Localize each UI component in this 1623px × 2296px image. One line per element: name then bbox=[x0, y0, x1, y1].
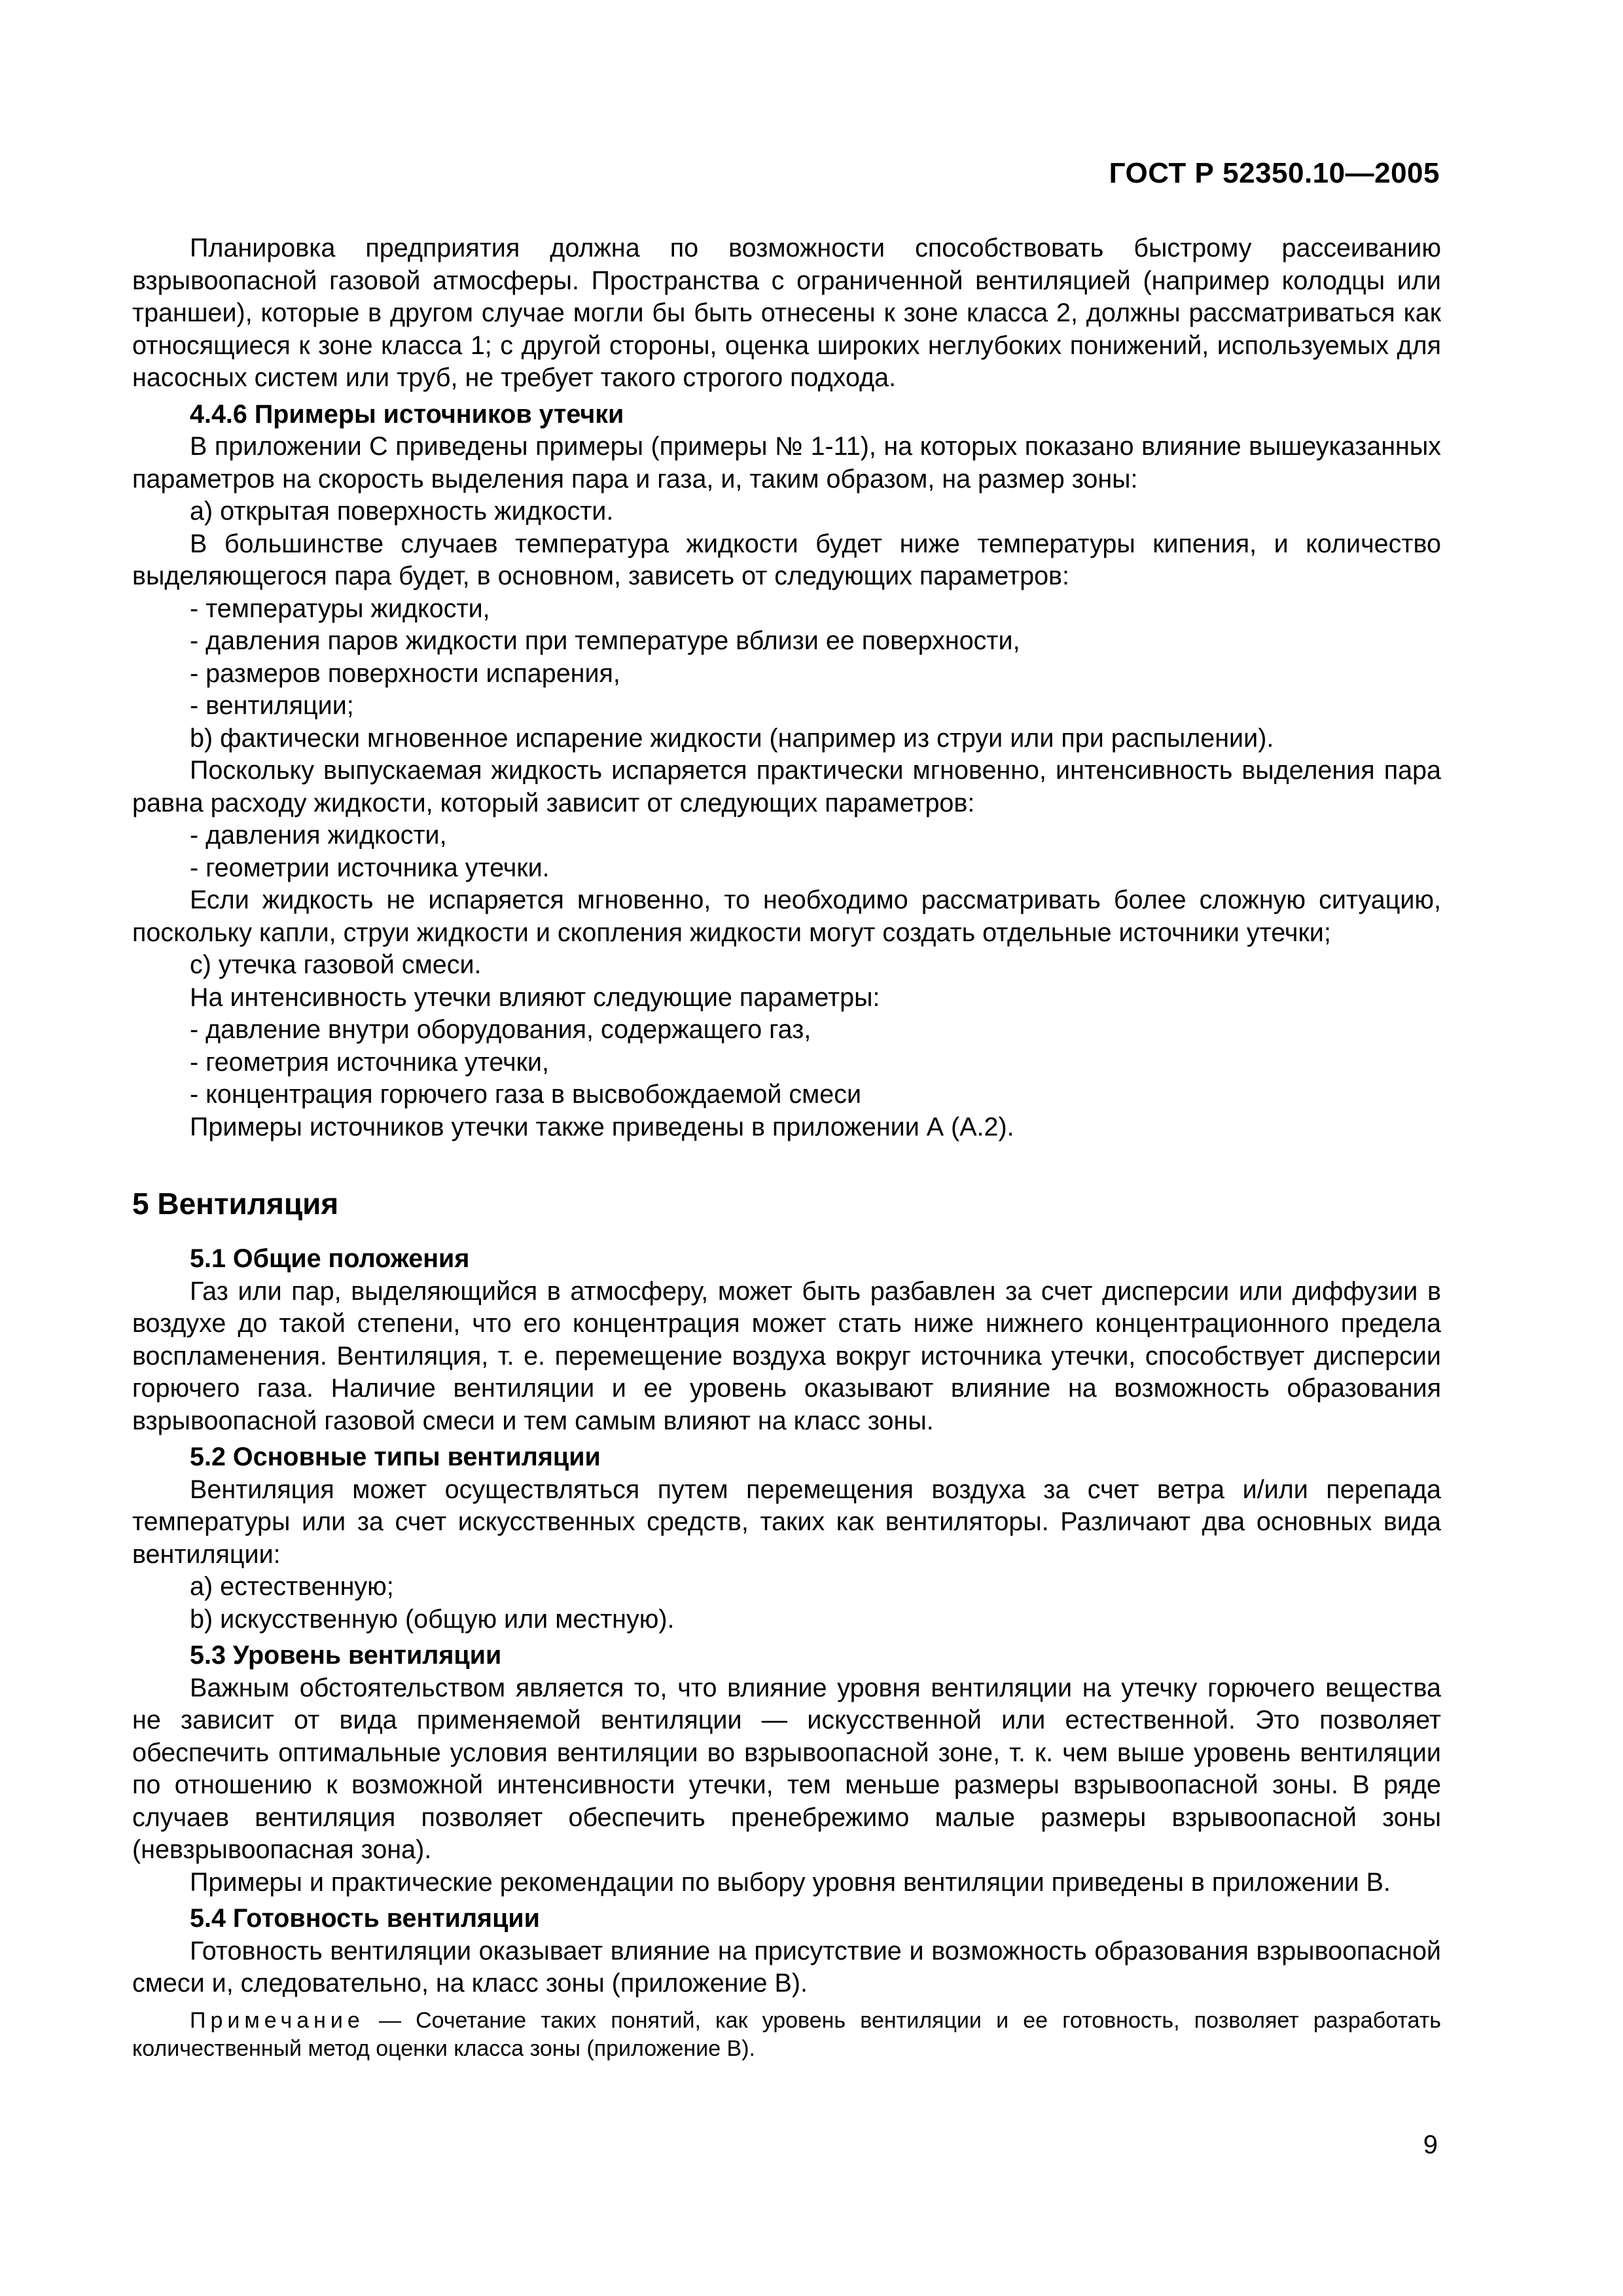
list-item-a: а) открытая поверхность жидкости. bbox=[190, 497, 614, 526]
section-4-4-6-paragraph-1: В приложении С приведены примеры (примеры № 1-11), на которых показано влияние вышеуказанных параметров на скорость выделения пара и газа, и, таким образом, на размер зоны: bbox=[132, 432, 1441, 493]
document-body bbox=[132, 232, 1441, 2063]
section-5-1-paragraph: Газ или пар, выделяющийся в атмосферу, может быть разбавлен за счет дисперсии или диффузии в воздухе до такой степени, что его концентрация может стать ниже нижнего концентрационного предела воспламенения. Вентиляция, т. е. перемещение воздуха вокруг источника утечки, способствует дисперсии горючего газа. Наличие вентиляции и ее уровень оказывают влияние на возможность образования взрывоопасной газовой смеси и тем самым влияют на класс зоны. bbox=[132, 1276, 1441, 1435]
list-item-b: b) фактически мгновенное испарение жидкости (например из струи или при распылении). bbox=[190, 723, 1274, 753]
section-5-1-title: 5.1 Общие положения bbox=[190, 1244, 470, 1273]
intro-paragraph: Планировка предприятия должна по возможности способствовать быстрому рассеиванию взрывоопасной газовой атмосферы. Пространства с ограниченной вентиляцией (например колодцы или траншеи), которые в другом случае могли бы быть отнесены к зоне класса 2, должны рассматриваться как относящиеся к зоне класса 1; с другой стороны, оценка широких неглубоких понижений, используемых для насосных систем или труб, не требует такого строгого подхода. bbox=[132, 234, 1441, 392]
list-item: - концентрация горючего газа в высвобождаемой смеси bbox=[190, 1080, 862, 1109]
list-item: - давление внутри оборудования, содержащего газ, bbox=[190, 1015, 812, 1044]
list-item: - давления паров жидкости при температуре вблизи ее поверхности, bbox=[190, 626, 1020, 655]
section-4-4-6-paragraph-5: На интенсивность утечки влияют следующие параметры: bbox=[190, 982, 880, 1012]
section-4-4-6-paragraph-3: Поскольку выпускаемая жидкость испаряется практически мгновенно, интенсивность выделения пара равна расходу жидкости, который зависит от следующих параметров: bbox=[132, 756, 1441, 817]
section-4-4-6-paragraph-6: Примеры источников утечки также приведены в приложении А (А.2). bbox=[190, 1112, 1014, 1141]
list-item: - давления жидкости, bbox=[190, 821, 447, 850]
section-5-4-title: 5.4 Готовность вентиляции bbox=[190, 1904, 540, 1933]
section-5-2-paragraph: Вентиляция может осуществляться путем перемещения воздуха за счет ветра и/или перепада температуры или за счет искусственных средств, таких как вентиляторы. Различают два основных вида вентиляции: bbox=[132, 1475, 1441, 1569]
list-item: а) естественную; bbox=[190, 1572, 394, 1601]
page-number: 9 bbox=[1423, 2130, 1438, 2159]
list-item: - геометрии источника утечки. bbox=[190, 853, 550, 882]
list-item: - геометрия источника утечки, bbox=[190, 1047, 549, 1077]
section-4-4-6-paragraph-2: В большинстве случаев температура жидкости будет ниже температуры кипения, и количество выделяющегося пара будет, в основном, зависеть от следующих параметров: bbox=[132, 529, 1441, 590]
section-4-4-6-paragraph-4: Если жидкость не испаряется мгновенно, то необходимо рассматривать более сложную ситуацию, поскольку капли, струи жидкости и скопления жидкости могут создать отдельные источники утечки; bbox=[132, 886, 1441, 947]
list-item: b) искусственную (общую или местную). bbox=[190, 1604, 675, 1634]
list-item: - вентиляции; bbox=[190, 691, 354, 720]
section-5-title: 5 Вентиляция bbox=[132, 1187, 339, 1221]
list-item-c: с) утечка газовой смеси. bbox=[190, 950, 482, 979]
section-5-2-title: 5.2 Основные типы вентиляции bbox=[190, 1443, 601, 1471]
section-5-3-title: 5.3 Уровень вентиляции bbox=[190, 1641, 502, 1670]
section-4-4-6-title: 4.4.6 Примеры источников утечки bbox=[190, 399, 624, 429]
list-item: - температуры жидкости, bbox=[190, 594, 490, 623]
document-code-header: ГОСТ Р 52350.10—2005 bbox=[1109, 157, 1440, 189]
note-text: — Сочетание таких понятий, как уровень вентиляции и ее готовность, позволяет разработать количественный метод оценки класса зоны (приложение В). bbox=[132, 2007, 1441, 2061]
list-item: - размеров поверхности испарения, bbox=[190, 658, 620, 688]
section-5-3-paragraph-2: Примеры и практические рекомендации по выбору уровня вентиляции приведены в приложении В. bbox=[190, 1867, 1391, 1897]
section-5-4-paragraph: Готовность вентиляции оказывает влияние на присутствие и возможность образования взрывоопасной смеси и, следовательно, на класс зоны (приложение В). bbox=[132, 1936, 1441, 1998]
section-5-3-paragraph-1: Важным обстоятельством является то, что влияние уровня вентиляции на утечку горючего вещества не зависит от вида применяемой вентиляции — искусственной или естественной. Это позволяет обеспечить оптимальные условия вентиляции во взрывоопасной зоне, т. к. чем выше уровень вентиляции по отношению к возможной интенсивности утечки, тем меньше размеры взрывоопасной зоны. В ряде случаев вентиляция позволяет обеспечить пренебрежимо малые размеры взрывоопасной зоны (невзрывоопасная зона). bbox=[132, 1673, 1441, 1864]
note-paragraph bbox=[132, 2007, 1441, 2063]
note-label: Примечание bbox=[190, 2007, 365, 2033]
